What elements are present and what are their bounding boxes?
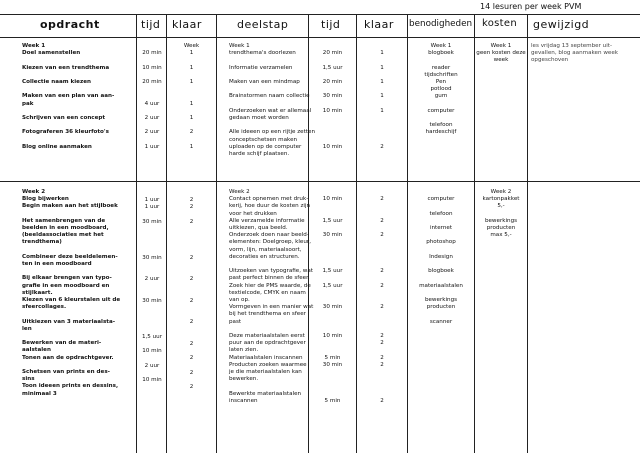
week2-tijd-2: 10 min 1,5 uur 30 min 1,5 uur 1,5 uur 30 min 10 min 5 min 30 min 5 min (322, 196, 343, 404)
week1-deelstap: Week 1 trendthema's doorlezen Informatie verzamelen Maken van een mindmap Brainstormen naam collectie Onderzoeken wat er allemaal gedaan moet worden Alle ideeen op een rijtje zetten conceptschetsen maken uploaden op de computer harde schijf plaatsen. (229, 43, 315, 158)
col-divider (216, 14, 217, 453)
header-benodigheden: benodigheden (409, 19, 473, 29)
week1-klaar: Week 1 1 1 1 1 2 1 (183, 43, 200, 150)
week2-klaar: 2 2 2 2 2 2 2 2 2 2 2 (189, 197, 194, 391)
top-note: 14 lesuren per week PVM (480, 2, 582, 11)
week1-benodigheden: Week 1 blogboek reader tijdschriften Pen potlood gum computer telefoon hardeschijf (424, 43, 458, 136)
week2-tijd: 1 uur 1 uur 30 min 30 min 2 uur 30 min 1,5 uur 10 min 2 uur 10 min (141, 197, 163, 384)
header-klaar-2: klaar (364, 18, 394, 31)
header-klaar: klaar (172, 18, 202, 31)
week2-deelstap: Week 2 Contact opnemen met druk- kerij, hoe duur de kosten zijn voor het drukken Alle verzamelde informatie uitkiezen, qua beeld. Onderzoek doen naar beeld- elementen: Doelgroep, kleur, vorm, lijn, materiaalsoort, decoraties en structuren. Uitzoeken van typografie, wat past perfect binnen de sfeer. Zoek hier de PMS waarde, de textielcode, CMYK en naam van op. Vormgeven in een manier wat bij het trendthema en sfeer past Deze materiaalstalen eerst puur aan de opdrachtgever laten zien. Materiaalstalen inscannen Producten zoeken waarmee je die materiaalstalen kan bewerken. Bewerkte materiaalstalen inscannen (229, 189, 314, 404)
header-deelstap: deelstap (237, 18, 289, 31)
week2-opdracht: Week 2 Blog bijwerken Begin maken aan het stijlboek Het samenbrengen van de beelden in een moodboard, (beeldassociaties met het trendthema) Combineer deze beeldelemen- ten in een moodboard Bij elkaar brengen van typo- grafie in een moodboard en stijlkaart. Kiezen van 6 kleurstalen uit de sfeercollages. Uitkiezen van 3 materiaalsta- len Bewerken van de materi- aalstalen Tonen aan de opdrachtgever. Schetsen van prints en des- sins Toon ideeen prints en dessins, minimaal 3 (22, 189, 121, 397)
col-divider (527, 14, 528, 453)
header-gewijzigd: gewijzigd (533, 18, 590, 31)
table-top-border (0, 14, 640, 15)
week1-kosten: Week 1 geen kosten deze week (476, 43, 526, 64)
week1-klaar-2: 1 1 1 1 1 2 (380, 50, 384, 150)
header-bottom-border (0, 37, 640, 38)
week1-gewijzigd: les vrijdag 13 september uit- gevallen, blog aanmaken week opgeschoven (531, 43, 619, 64)
week1-tijd: 20 min 10 min 20 min 4 uur 2 uur 2 uur 1 uur (142, 50, 162, 150)
header-tijd: tijd (141, 18, 161, 31)
header-opdracht: opdracht (40, 18, 100, 31)
week2-benodigheden: computer telefoon internet photoshop Indesign blogboek materiaalstalen bewerkings producten scanner (419, 196, 463, 325)
week1-opdracht: Week 1 Doel samenstellen Kiezen van een trendthema Collectie naam kiezen Maken van een plan van aan- pak Schrijven van een concept Fotograferen 36 kleurfoto's Blog online aanmaken (22, 43, 115, 150)
header-tijd-2: tijd (321, 18, 341, 31)
header-kosten: kosten (482, 18, 517, 29)
week2-klaar-2: 2 2 2 2 2 2 2 2 2 2 2 (380, 196, 384, 404)
week2-kosten: Week 2 kartonpakket 5,- bewerkings producten max 5,- (482, 189, 520, 239)
week1-tijd-2: 20 min 1,5 uur 20 min 30 min 10 min 10 min (322, 50, 343, 150)
week-divider (0, 181, 640, 182)
